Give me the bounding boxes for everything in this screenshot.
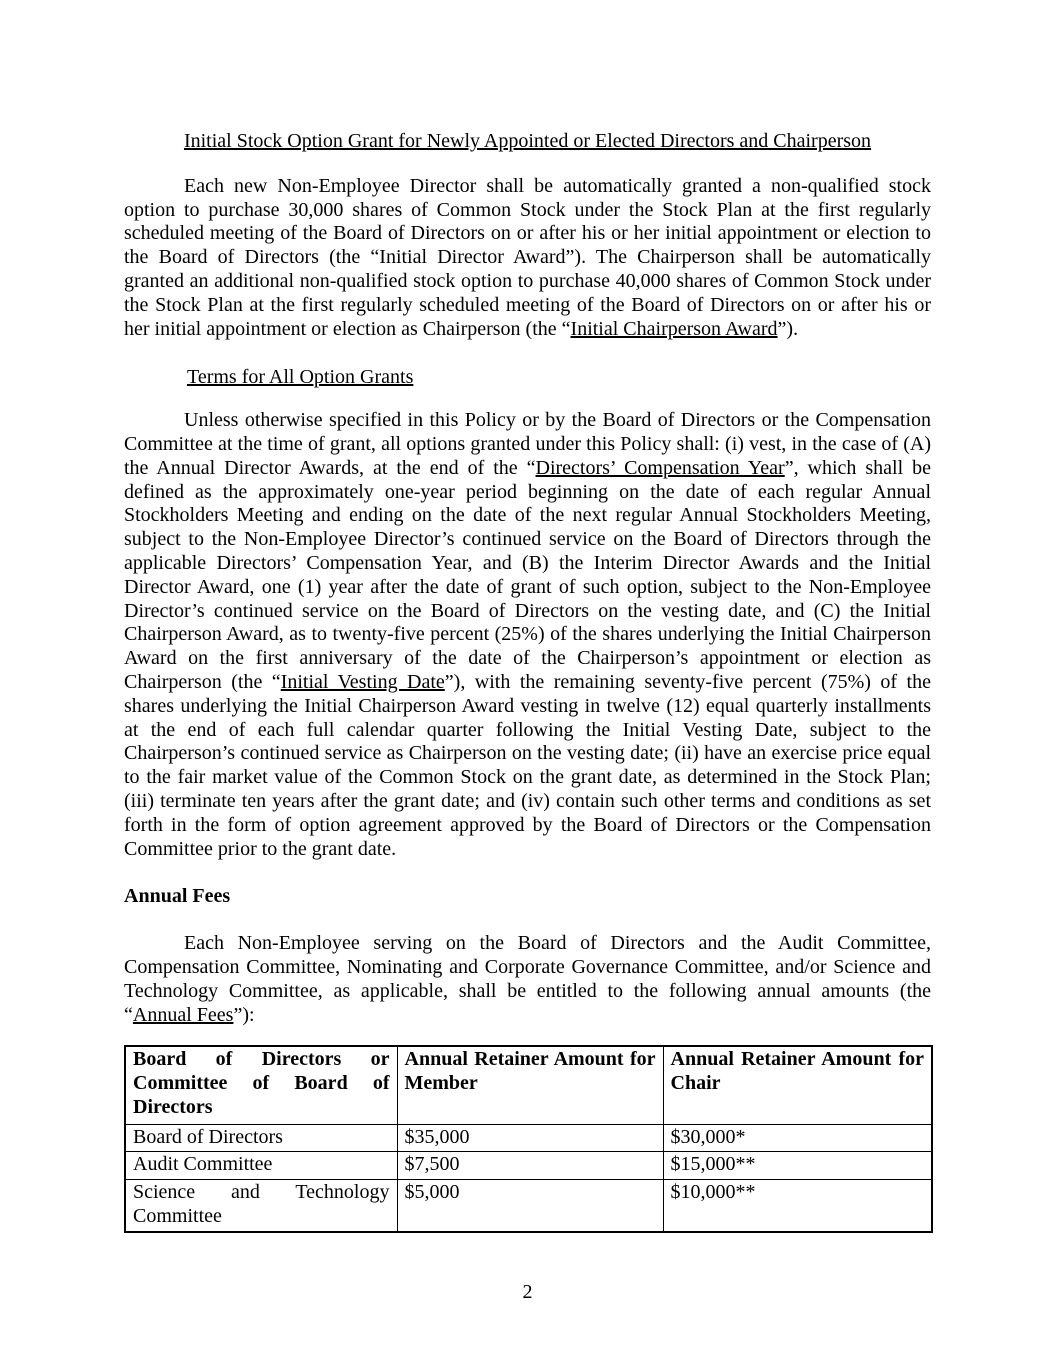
paragraph-terms	[124, 409, 931, 861]
section-heading-initial-grant: Initial Stock Option Grant for Newly Appointed or Elected Directors and Chairperson	[183, 130, 872, 152]
page-number: 2	[522, 1281, 533, 1303]
defined-term-directors-compensation-year: Directors’ Compensation Year	[535, 456, 785, 479]
table-header-chair-retainer: Annual Retainer Amount for Chair	[663, 1046, 932, 1124]
paragraph-initial-grant	[124, 175, 931, 342]
text-segment: ”):	[233, 1003, 255, 1026]
section-heading-annual-fees: Annual Fees	[124, 885, 231, 908]
table-row	[125, 1152, 932, 1180]
section-heading-terms: Terms for All Option Grants	[187, 366, 414, 389]
paragraph-annual-fees	[124, 932, 931, 1027]
text-segment: ”, which shall be defined as the approximately one-year period beginning on the date of each regular Annual Stockholders Meeting and ending on the date of the next regular Annual Stockholders Meeting, subject to the Non-Employee Director’s continued service on the Board of Directors through the applicable Directors’ Compensation Year, and (B) the Interim Director Awards and the Initial Director Award, one (1) year after the date of grant of such option, subject to the Non-Employee Director’s continued service on the Board of Directors on the vesting date, and (C) the Initial Chairperson Award, as to twenty-five percent (25%) of the shares underlying the Initial Chairperson Award on the first anniversary of the date of the Chairperson’s appointment or election as Chairperson (the “	[124, 456, 932, 693]
text-segment: Unless otherwise specified in this Policy or by the Board of Directors or the Compensation Committee at the time of grant, all options granted under this Policy shall: (i) vest, in the case of (A) the Annual Director Awards, at the end of the “	[124, 409, 931, 479]
cell-member-amount: $5,000	[397, 1180, 663, 1232]
table-header-committee: Board of Directors or Committee of Board of Directors	[125, 1046, 397, 1124]
cell-member-amount: $7,500	[397, 1152, 663, 1180]
cell-chair-amount: $10,000**	[663, 1180, 932, 1232]
text-segment: Each Non-Employee serving on the Board of Directors and the Audit Committee, Compensation Committee, Nominating and Corporate Governance Committee, and/or Science and Technology Committee, as applicable, shall be entitled to the following annual amounts (the “	[124, 932, 931, 1026]
defined-term-initial-vesting-date: Initial Vesting Date	[280, 670, 445, 693]
cell-committee-name: Board of Directors	[125, 1124, 397, 1152]
cell-chair-amount: $15,000**	[663, 1152, 932, 1180]
text-segment: ”), with the remaining seventy-five percent (75%) of the shares underlying the Initial Chairperson Award vesting in twelve (12) equal quarterly installments at the end of each full calendar quarter following the Initial Vesting Date, subject to the Chairperson’s continued service as Chairperson on the vesting date; (ii) have an exercise price equal to the fair market value of the Common Stock on the grant date, as determined in the Stock Plan; (iii) terminate ten years after the grant date; and (iv) contain such other terms and conditions as set forth in the form of option agreement approved by the Board of Directors or the Compensation Committee prior to the grant date.	[124, 670, 931, 860]
cell-chair-amount: $30,000*	[663, 1124, 932, 1152]
cell-committee-name: Audit Committee	[125, 1152, 397, 1180]
table-row	[125, 1124, 932, 1152]
defined-term-annual-fees: Annual Fees	[132, 1003, 234, 1026]
defined-term-initial-chairperson-award: Initial Chairperson Award	[570, 317, 778, 340]
table-header-member-retainer: Annual Retainer Amount for Member	[397, 1046, 663, 1124]
table-row	[125, 1180, 932, 1232]
cell-member-amount: $35,000	[397, 1124, 663, 1152]
cell-committee-name: Science and Technology Committee	[125, 1180, 397, 1232]
annual-fees-table	[124, 1045, 933, 1233]
table-header-row	[125, 1046, 932, 1124]
text-segment: Each new Non-Employee Director shall be automatically granted a non-qualified stock option to purchase 30,000 shares of Common Stock under the Stock Plan at the first regularly scheduled meeting of the Board of Directors on or after his or her initial appointment or election to the Board of Directors (the “Initial Director Award”). The Chairperson shall be automatically granted an additional non-qualified stock option to purchase 40,000 shares of Common Stock under the Stock Plan at the first regularly scheduled meeting of the Board of Directors on or after his or her initial appointment or election as Chairperson (the “	[124, 174, 931, 340]
text-segment: ”).	[777, 317, 799, 340]
